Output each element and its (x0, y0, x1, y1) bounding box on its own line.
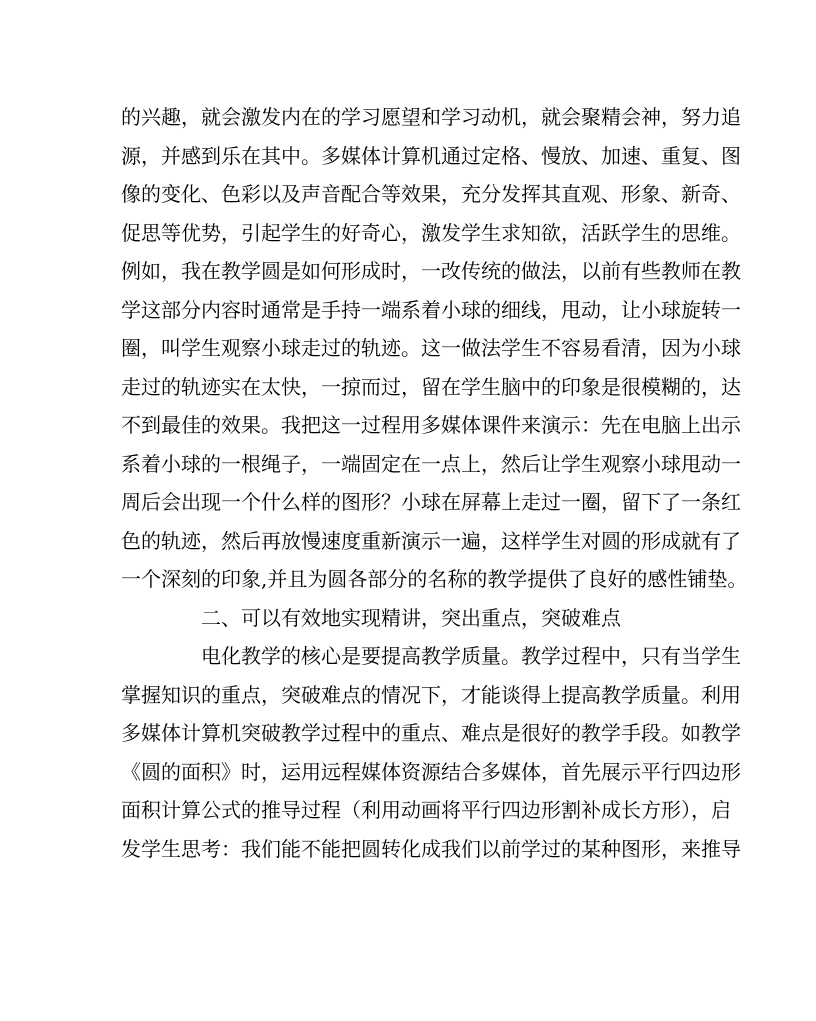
document-body (121, 98, 748, 868)
text-line: 走过的轨迹实在太快，一掠而过，留在学生脑中的印象是很模糊的，达 (121, 374, 741, 399)
text-line: 学这部分内容时通常是手持一端系着小球的细线，甩动，让小球旋转一 (121, 297, 741, 322)
text-line: 源，并感到乐在其中。多媒体计算机通过定格、慢放、加速、重复、图 (121, 143, 741, 168)
text-line: 面积计算公式的推导过程（利用动画将平行四边形割补成长方形），启 (121, 798, 731, 822)
text-line: 例如，我在教学圆是如何形成时，一改传统的做法，以前有些教师在教 (121, 259, 741, 283)
text-line: 多媒体计算机突破教学过程中的重点、难点是很好的教学手段。如教学 (121, 721, 741, 745)
text-line: 掌握知识的重点，突破难点的情况下，才能谈得上提高教学质量。利用 (121, 682, 741, 707)
text-line: 一个深刻的印象,并且为圆各部分的名称的教学提供了良好的感性铺垫。 (121, 567, 748, 591)
text-line: 促思等优势，引起学生的好奇心，激发学生求知欲，活跃学生的思维。 (121, 220, 741, 245)
text-line: 圈，叫学生观察小球走过的轨迹。这一做法学生不容易看清，因为小球 (121, 336, 741, 360)
text-line: 不到最佳的效果。我把这一过程用多媒体课件来演示：先在电脑上出示 (121, 413, 741, 437)
section-heading: 二、可以有效地实现精讲，突出重点，突破难点 (201, 605, 621, 630)
paragraph-intro-continuation (121, 98, 748, 599)
text-line: 的兴趣，就会激发内在的学习愿望和学习动机，就会聚精会神，努力追 (121, 105, 741, 129)
paragraph-section-two (121, 637, 741, 868)
text-line: 《圆的面积》时，运用远程媒体资源结合多媒体，首先展示平行四边形 (121, 759, 741, 784)
text-line: 电化教学的核心是要提高教学质量。教学过程中，只有当学生 (201, 644, 741, 668)
text-line: 发学生思考：我们能不能把圆转化成我们以前学过的某种图形，来推导 (121, 836, 741, 861)
text-line: 周后会出现一个什么样的图形？小球在屏幕上走过一圈，留下了一条红 (121, 490, 741, 514)
text-line: 系着小球的一根绳子，一端固定在一点上，然后让学生观察小球甩动一 (121, 451, 741, 476)
text-line: 色的轨迹，然后再放慢速度重新演示一遍，这样学生对圆的形成就有了 (121, 528, 741, 553)
text-line: 像的变化、色彩以及声音配合等效果，充分发挥其直观、形象、新奇、 (121, 182, 741, 206)
